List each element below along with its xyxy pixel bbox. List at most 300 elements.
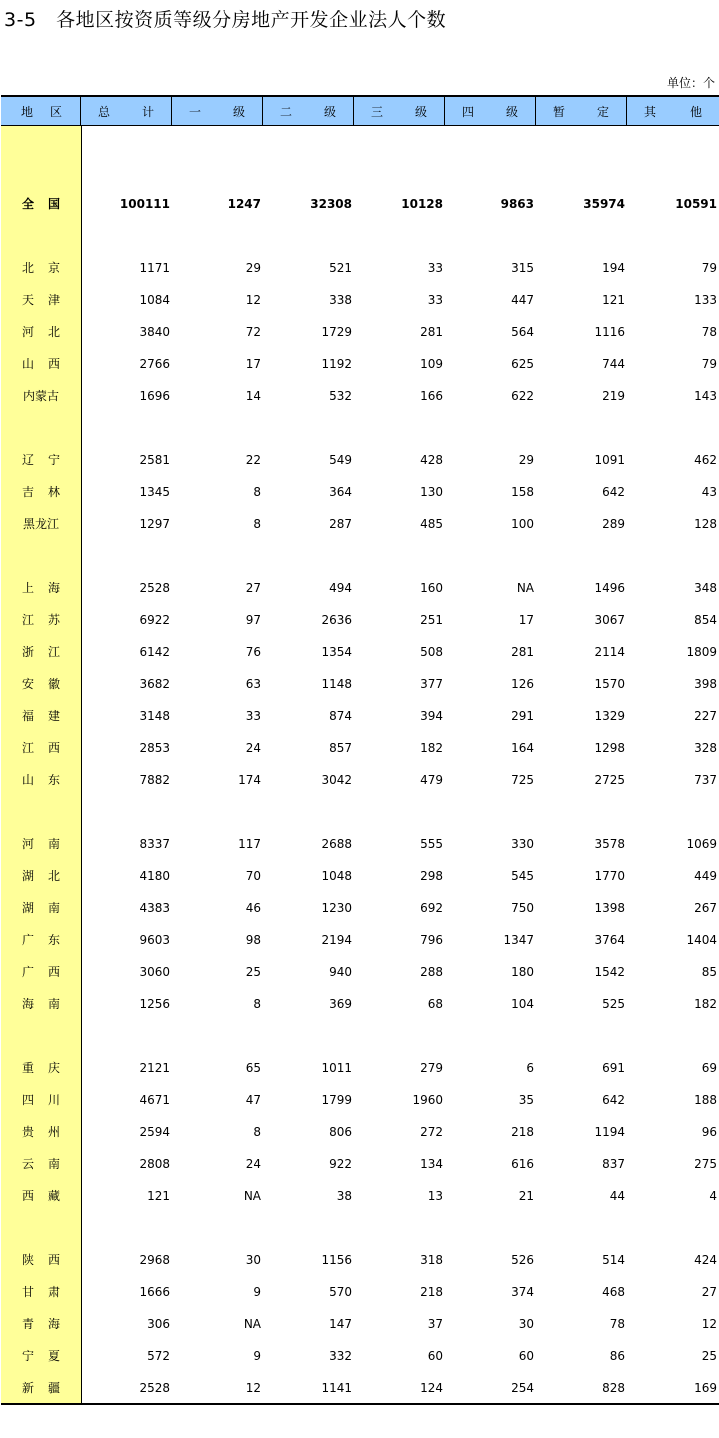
region-column-divider xyxy=(81,126,82,1405)
value-cell: 1398 xyxy=(594,901,625,915)
value-cell: 2581 xyxy=(139,453,170,467)
value-cell: 462 xyxy=(694,453,717,467)
value-cell: 147 xyxy=(329,1317,352,1331)
value-cell: 394 xyxy=(420,709,443,723)
value-cell: NA xyxy=(516,581,534,595)
value-cell: 377 xyxy=(420,677,443,691)
value-cell: 424 xyxy=(694,1253,717,1267)
value-cell: 30 xyxy=(245,1253,261,1267)
region-name-char: 林 xyxy=(48,485,61,499)
value-cell: 1256 xyxy=(139,997,170,1011)
value-cell: 447 xyxy=(511,293,534,307)
value-cell: 182 xyxy=(694,997,717,1011)
value-cell: 70 xyxy=(245,869,261,883)
value-cell: 29 xyxy=(518,453,534,467)
value-cell: 616 xyxy=(511,1157,534,1171)
value-cell: 124 xyxy=(420,1381,443,1395)
table-row xyxy=(1,1378,719,1398)
region-name-char: 福 xyxy=(21,709,34,723)
value-cell: 4180 xyxy=(139,869,170,883)
value-cell: 100 xyxy=(511,517,534,531)
value-cell: 348 xyxy=(694,581,717,595)
region-name-char: 海 xyxy=(48,581,61,595)
region-name-char: 陕 xyxy=(21,1253,34,1267)
value-cell: 281 xyxy=(511,645,534,659)
value-cell: 479 xyxy=(420,773,443,787)
value-cell: 525 xyxy=(602,997,625,1011)
table-row xyxy=(1,578,719,598)
region-name-char: 肃 xyxy=(48,1285,61,1299)
value-cell: 1297 xyxy=(139,517,170,531)
column-header-5 xyxy=(445,97,536,125)
region-name xyxy=(1,578,81,598)
value-cell: 9 xyxy=(253,1285,261,1299)
value-cell: 1084 xyxy=(139,293,170,307)
value-cell: 47 xyxy=(245,1093,261,1107)
region-name xyxy=(1,1346,81,1366)
value-cell: 642 xyxy=(602,485,625,499)
value-cell: 1141 xyxy=(321,1381,352,1395)
value-cell: 532 xyxy=(329,389,352,403)
region-name xyxy=(1,994,81,1014)
column-header-char: 级 xyxy=(323,104,336,119)
table-row xyxy=(1,930,719,950)
region-name-char: 西 xyxy=(48,357,61,371)
value-cell: 143 xyxy=(694,389,717,403)
table-row xyxy=(1,770,719,790)
column-header-char: 定 xyxy=(596,104,609,119)
region-name xyxy=(1,738,81,758)
value-cell: 17 xyxy=(518,613,534,627)
region-name-char: 辽 xyxy=(21,453,34,467)
region-name-char: 国 xyxy=(48,197,61,211)
value-cell: 121 xyxy=(147,1189,170,1203)
value-cell: 60 xyxy=(427,1349,443,1363)
value-cell: 570 xyxy=(329,1285,352,1299)
value-cell: 1156 xyxy=(321,1253,352,1267)
value-cell: 1960 xyxy=(412,1093,443,1107)
value-cell: 514 xyxy=(602,1253,625,1267)
region-name xyxy=(1,322,81,342)
value-cell: 642 xyxy=(602,1093,625,1107)
value-cell: 398 xyxy=(694,677,717,691)
region-name-char: 海 xyxy=(21,997,34,1011)
value-cell: 369 xyxy=(329,997,352,1011)
table-row xyxy=(1,738,719,758)
value-cell: 3682 xyxy=(139,677,170,691)
value-cell: 169 xyxy=(694,1381,717,1395)
value-cell: 1729 xyxy=(321,325,352,339)
region-name-char: 疆 xyxy=(48,1381,61,1395)
value-cell: 2968 xyxy=(139,1253,170,1267)
region-name-char: 西 xyxy=(21,1189,34,1203)
value-cell: 1298 xyxy=(594,741,625,755)
value-cell: 22 xyxy=(245,453,261,467)
value-cell: 60 xyxy=(518,1349,534,1363)
value-cell: 33 xyxy=(245,709,261,723)
value-cell: 1048 xyxy=(321,869,352,883)
table-row xyxy=(1,1250,719,1270)
value-cell: 1542 xyxy=(594,965,625,979)
value-cell: 374 xyxy=(511,1285,534,1299)
value-cell: 468 xyxy=(602,1285,625,1299)
value-cell: 38 xyxy=(336,1189,352,1203)
value-cell: 854 xyxy=(694,613,717,627)
table-row xyxy=(1,482,719,502)
column-header-6 xyxy=(536,97,627,125)
region-name-char: 东 xyxy=(48,773,61,787)
table-row xyxy=(1,1122,719,1142)
region-name xyxy=(1,1122,81,1142)
value-cell: 79 xyxy=(701,261,717,275)
value-cell: 1570 xyxy=(594,677,625,691)
value-cell: 2636 xyxy=(321,613,352,627)
value-cell: 2853 xyxy=(139,741,170,755)
region-name xyxy=(1,1058,81,1078)
value-cell: 68 xyxy=(427,997,443,1011)
value-cell: 7882 xyxy=(139,773,170,787)
value-cell: 134 xyxy=(420,1157,443,1171)
table-row xyxy=(1,450,719,470)
column-header-char: 四 xyxy=(462,104,475,119)
table-row xyxy=(1,514,719,534)
region-name-char: 海 xyxy=(48,1317,61,1331)
value-cell: 1345 xyxy=(139,485,170,499)
value-cell: 30 xyxy=(518,1317,534,1331)
value-cell: 364 xyxy=(329,485,352,499)
region-name xyxy=(1,706,81,726)
table-row xyxy=(1,290,719,310)
value-cell: 2725 xyxy=(594,773,625,787)
region-name-char: 西 xyxy=(48,1253,61,1267)
value-cell: 69 xyxy=(701,1061,717,1075)
column-header-char: 区 xyxy=(49,104,62,119)
table-row xyxy=(1,866,719,886)
value-cell: 1247 xyxy=(227,197,261,211)
value-cell: 117 xyxy=(238,837,261,851)
value-cell: 219 xyxy=(602,389,625,403)
value-cell: 1091 xyxy=(594,453,625,467)
region-name-char: 东 xyxy=(48,933,61,947)
region-name-char: 江 xyxy=(48,645,61,659)
region-name-char: 南 xyxy=(48,837,61,851)
region-name-char: 京 xyxy=(48,261,61,275)
table-row xyxy=(1,834,719,854)
region-name xyxy=(1,450,81,470)
value-cell: 29 xyxy=(245,261,261,275)
value-cell: 572 xyxy=(147,1349,170,1363)
region-name-char: 河 xyxy=(21,837,34,851)
column-header-char: 三 xyxy=(371,104,384,119)
value-cell: 96 xyxy=(701,1125,717,1139)
value-cell: 12 xyxy=(701,1317,717,1331)
value-cell: 625 xyxy=(511,357,534,371)
value-cell: 806 xyxy=(329,1125,352,1139)
value-cell: 281 xyxy=(420,325,443,339)
value-cell: 691 xyxy=(602,1061,625,1075)
value-cell: 1171 xyxy=(139,261,170,275)
value-cell: 2766 xyxy=(139,357,170,371)
value-cell: 1809 xyxy=(686,645,717,659)
value-cell: 109 xyxy=(420,357,443,371)
table-row xyxy=(1,1058,719,1078)
region-name-char: 浙 xyxy=(21,645,34,659)
region-name xyxy=(1,354,81,374)
value-cell: 24 xyxy=(245,1157,261,1171)
region-name-char: 州 xyxy=(48,1125,61,1139)
value-cell: 1799 xyxy=(321,1093,352,1107)
value-cell: 63 xyxy=(245,677,261,691)
value-cell: 545 xyxy=(511,869,534,883)
column-header-char: 级 xyxy=(414,104,427,119)
region-name xyxy=(1,770,81,790)
value-cell: 828 xyxy=(602,1381,625,1395)
region-name-char: 山 xyxy=(21,357,34,371)
table-bottom-border xyxy=(1,1403,719,1405)
value-cell: 194 xyxy=(602,261,625,275)
value-cell: 1194 xyxy=(594,1125,625,1139)
table-row xyxy=(1,258,719,278)
value-cell: 279 xyxy=(420,1061,443,1075)
value-cell: 8 xyxy=(253,517,261,531)
value-cell: 12 xyxy=(245,293,261,307)
table-row xyxy=(1,1314,719,1334)
table-row xyxy=(1,994,719,1014)
value-cell: 449 xyxy=(694,869,717,883)
value-cell: 164 xyxy=(511,741,534,755)
data-table xyxy=(1,95,719,1405)
value-cell: 8 xyxy=(253,997,261,1011)
value-cell: 272 xyxy=(420,1125,443,1139)
region-name-char: 宁 xyxy=(21,1349,34,1363)
value-cell: 35 xyxy=(518,1093,534,1107)
value-cell: 267 xyxy=(694,901,717,915)
value-cell: 428 xyxy=(420,453,443,467)
value-cell: NA xyxy=(243,1317,261,1331)
region-name xyxy=(1,930,81,950)
value-cell: 128 xyxy=(694,517,717,531)
region-name-char: 南 xyxy=(48,1157,61,1171)
table-row xyxy=(1,674,719,694)
value-cell: 508 xyxy=(420,645,443,659)
value-cell: 4383 xyxy=(139,901,170,915)
value-cell: 21 xyxy=(518,1189,534,1203)
value-cell: 46 xyxy=(245,901,261,915)
value-cell: 97 xyxy=(245,613,261,627)
value-cell: 4 xyxy=(709,1189,717,1203)
value-cell: 549 xyxy=(329,453,352,467)
region-name xyxy=(1,898,81,918)
value-cell: 182 xyxy=(420,741,443,755)
value-cell: 750 xyxy=(511,901,534,915)
value-cell: 32308 xyxy=(310,197,352,211)
value-cell: 692 xyxy=(420,901,443,915)
table-row xyxy=(1,1186,719,1206)
region-name-char: 天 xyxy=(21,293,34,307)
value-cell: 494 xyxy=(329,581,352,595)
table-row-total xyxy=(1,194,719,214)
table-row xyxy=(1,1090,719,1110)
region-name-char: 夏 xyxy=(48,1349,61,1363)
value-cell: 78 xyxy=(609,1317,625,1331)
value-cell: 12 xyxy=(245,1381,261,1395)
value-cell: 874 xyxy=(329,709,352,723)
value-cell: 1148 xyxy=(321,677,352,691)
region-name-char: 宁 xyxy=(48,453,61,467)
region-name-char: 云 xyxy=(21,1157,34,1171)
column-header-0 xyxy=(1,97,81,125)
value-cell: 79 xyxy=(701,357,717,371)
region-name xyxy=(1,642,81,662)
column-header-3 xyxy=(263,97,354,125)
value-cell: 298 xyxy=(420,869,443,883)
value-cell: 315 xyxy=(511,261,534,275)
region-name-char: 重 xyxy=(21,1061,34,1075)
region-name-char: 江 xyxy=(21,613,34,627)
value-cell: 8337 xyxy=(139,837,170,851)
region-name xyxy=(1,1186,81,1206)
region-name xyxy=(1,194,81,214)
value-cell: 218 xyxy=(511,1125,534,1139)
region-name-char: 河 xyxy=(21,325,34,339)
value-cell: 940 xyxy=(329,965,352,979)
value-cell: 1230 xyxy=(321,901,352,915)
value-cell: 35974 xyxy=(583,197,625,211)
region-name-char: 南 xyxy=(48,997,61,1011)
value-cell: 43 xyxy=(701,485,717,499)
region-name-char: 甘 xyxy=(21,1285,34,1299)
region-name xyxy=(1,482,81,502)
page-title: 3-5 各地区按资质等级分房地产开发企业法人个数 xyxy=(4,9,447,31)
column-header-4 xyxy=(354,97,445,125)
value-cell: 37 xyxy=(427,1317,443,1331)
value-cell: 2528 xyxy=(139,1381,170,1395)
value-cell: 13 xyxy=(427,1189,443,1203)
value-cell: 6922 xyxy=(139,613,170,627)
table-row xyxy=(1,1346,719,1366)
value-cell: 6142 xyxy=(139,645,170,659)
value-cell: 521 xyxy=(329,261,352,275)
value-cell: 6 xyxy=(526,1061,534,1075)
column-header-char: 其 xyxy=(644,104,657,119)
value-cell: 2528 xyxy=(139,581,170,595)
region-name-char: 建 xyxy=(48,709,61,723)
table-row xyxy=(1,962,719,982)
value-cell: 9603 xyxy=(139,933,170,947)
value-cell: 254 xyxy=(511,1381,534,1395)
region-name-char: 西 xyxy=(48,965,61,979)
region-name-char: 广 xyxy=(21,933,34,947)
column-header-char: 计 xyxy=(141,104,154,119)
value-cell: 14 xyxy=(245,389,261,403)
value-cell: 922 xyxy=(329,1157,352,1171)
value-cell: 180 xyxy=(511,965,534,979)
table-row xyxy=(1,386,719,406)
value-cell: 17 xyxy=(245,357,261,371)
table-row xyxy=(1,706,719,726)
value-cell: 1666 xyxy=(139,1285,170,1299)
region-name-char: 北 xyxy=(48,869,61,883)
value-cell: 3042 xyxy=(321,773,352,787)
value-cell: 72 xyxy=(245,325,261,339)
value-cell: 1347 xyxy=(503,933,534,947)
value-cell: 2594 xyxy=(139,1125,170,1139)
region-name xyxy=(1,258,81,278)
value-cell: 27 xyxy=(245,581,261,595)
region-name xyxy=(1,1154,81,1174)
column-header-1 xyxy=(81,97,172,125)
value-cell: 8 xyxy=(253,1125,261,1139)
region-name xyxy=(1,1090,81,1110)
value-cell: 287 xyxy=(329,517,352,531)
region-name xyxy=(1,1378,81,1398)
value-cell: 25 xyxy=(245,965,261,979)
value-cell: 2688 xyxy=(321,837,352,851)
value-cell: 33 xyxy=(427,261,443,275)
value-cell: 857 xyxy=(329,741,352,755)
region-name-char: 青 xyxy=(21,1317,34,1331)
value-cell: 126 xyxy=(511,677,534,691)
region-name xyxy=(1,1314,81,1334)
value-cell: 174 xyxy=(238,773,261,787)
region-name-char: 江 xyxy=(21,741,34,755)
value-cell: 218 xyxy=(420,1285,443,1299)
value-cell: 1116 xyxy=(594,325,625,339)
value-cell: 737 xyxy=(694,773,717,787)
table-row xyxy=(1,1154,719,1174)
value-cell: 166 xyxy=(420,389,443,403)
region-name-char: 吉 xyxy=(21,485,34,499)
column-header-7 xyxy=(627,97,719,125)
value-cell: 130 xyxy=(420,485,443,499)
value-cell: 9863 xyxy=(500,197,534,211)
region-column-background xyxy=(1,126,81,1405)
value-cell: 1770 xyxy=(594,869,625,883)
value-cell: 1696 xyxy=(139,389,170,403)
value-cell: 796 xyxy=(420,933,443,947)
value-cell: NA xyxy=(243,1189,261,1203)
region-name-char: 湖 xyxy=(21,869,34,883)
value-cell: 44 xyxy=(609,1189,625,1203)
column-header-char: 级 xyxy=(505,104,518,119)
value-cell: 291 xyxy=(511,709,534,723)
region-name-char: 四 xyxy=(21,1093,34,1107)
value-cell: 564 xyxy=(511,325,534,339)
value-cell: 10591 xyxy=(675,197,717,211)
value-cell: 1404 xyxy=(686,933,717,947)
region-name-char: 湖 xyxy=(21,901,34,915)
table-row xyxy=(1,322,719,342)
column-header-char: 二 xyxy=(280,104,293,119)
value-cell: 1011 xyxy=(321,1061,352,1075)
region-name-char: 津 xyxy=(48,293,61,307)
value-cell: 9 xyxy=(253,1349,261,1363)
value-cell: 1354 xyxy=(321,645,352,659)
region-name xyxy=(1,834,81,854)
value-cell: 744 xyxy=(602,357,625,371)
value-cell: 288 xyxy=(420,965,443,979)
column-header-char: 级 xyxy=(232,104,245,119)
value-cell: 76 xyxy=(245,645,261,659)
region-name: 黑龙江 xyxy=(22,517,59,531)
value-cell: 275 xyxy=(694,1157,717,1171)
region-name-char: 川 xyxy=(48,1093,61,1107)
value-cell: 85 xyxy=(701,965,717,979)
value-cell: 330 xyxy=(511,837,534,851)
column-header-char: 暂 xyxy=(553,104,566,119)
value-cell: 1496 xyxy=(594,581,625,595)
value-cell: 8 xyxy=(253,485,261,499)
